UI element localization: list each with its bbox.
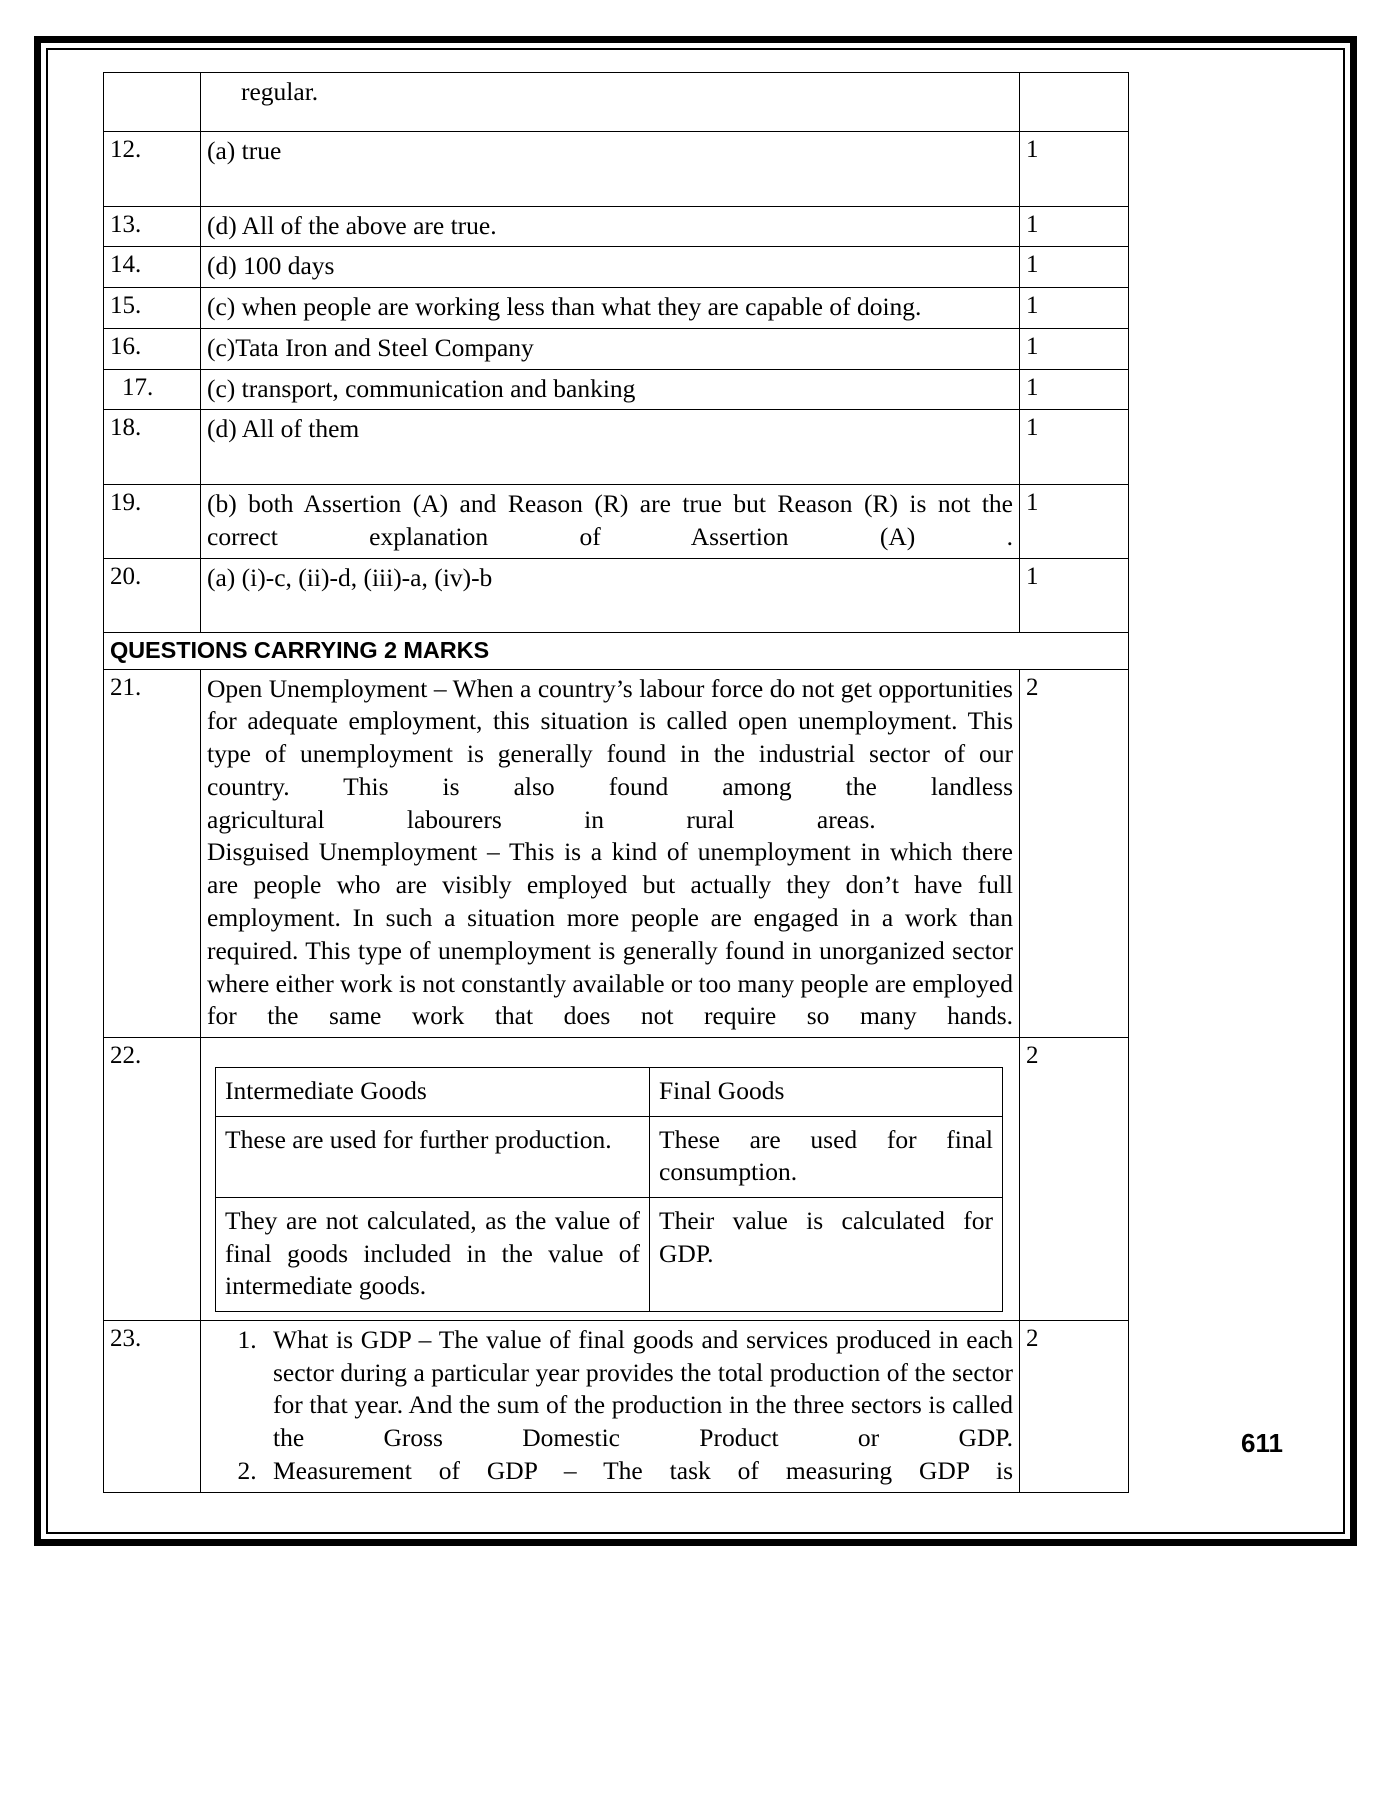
- marks-cell: 2: [1020, 1038, 1129, 1321]
- table-row: [104, 247, 1129, 288]
- answer-cell: [201, 73, 1020, 132]
- table-row: [104, 206, 1129, 247]
- question-number-cell: 23.: [104, 1320, 201, 1492]
- marks-cell: 2: [1020, 669, 1129, 1037]
- question-number-cell: 13.: [104, 206, 201, 247]
- answer-text: (a) (i)-c, (ii)-d, (iii)-a, (iv)-b: [207, 562, 493, 592]
- comparison-row: [216, 1117, 1003, 1198]
- marks-cell: 1: [1020, 369, 1129, 410]
- section-header-row: [104, 633, 1129, 669]
- marks-cell: 1: [1020, 485, 1129, 559]
- q23-item-text: 1. What is GDP – The value of final goods and services produced in each sector during a particular year provides the total production of the sector for that year. And the sum of the production in the three sectors is called the Gross Domestic Product or GDP.: [273, 1324, 1013, 1453]
- answer-text: (b) both Assertion (A) and Reason (R) are true but Reason (R) is not the correct explanation of Assertion (A) .: [207, 489, 1013, 551]
- page-number: 611: [1241, 1428, 1283, 1458]
- question-number-cell: 16.: [104, 328, 201, 369]
- question-number-cell: 19.: [104, 485, 201, 559]
- marks-cell: 1: [1020, 328, 1129, 369]
- answer-cell: [201, 1320, 1020, 1492]
- question-number-cell: 12.: [104, 131, 201, 206]
- list-item: [263, 1455, 1013, 1488]
- table-row: [104, 73, 1129, 132]
- table-row: [104, 288, 1129, 329]
- question-number-cell: 22.: [104, 1038, 201, 1321]
- marks-cell: 1: [1020, 558, 1129, 633]
- answer-cell: [201, 247, 1020, 288]
- answer-text: (d) All of the above are true.: [207, 210, 497, 240]
- answer-cell: [201, 328, 1020, 369]
- q21-paragraph-3: Disguised Unemployment – This is a kind of unemployment in which there are people who are visibly employed but actually they don’t have full employment. In such a situation more people are engaged in a work than required. This type of unemployment is generally found in unorganized sector where either work is not constantly available or too many people are employed for the same work that does not require so many hands.: [207, 837, 1013, 1031]
- comparison-cell: They are not calculated, as the value of final goods included in the value of intermediate goods.: [216, 1198, 650, 1311]
- marks-cell: 1: [1020, 288, 1129, 329]
- answer-text: (d) 100 days: [207, 251, 335, 281]
- answer-cell: [201, 288, 1020, 329]
- page-border-inner: [46, 48, 1345, 1534]
- table-row: [104, 669, 1129, 1037]
- answer-cell: [201, 1038, 1020, 1321]
- marks-cell: 2: [1020, 1320, 1129, 1492]
- answer-cell: [201, 206, 1020, 247]
- question-number-cell: 20.: [104, 558, 201, 633]
- q21-paragraph-1: Open Unemployment – When a country’s labour force do not get opportunities for adequate employment, this situation is called open unemployment. This type of unemployment is generally found in the industrial sector of our country. This is also found among the landless: [207, 673, 1013, 801]
- marks-cell: [1020, 73, 1129, 132]
- table-row: [104, 410, 1129, 485]
- question-number-cell: 18.: [104, 410, 201, 485]
- answer-cell: [201, 558, 1020, 633]
- answer-cell: [201, 131, 1020, 206]
- comparison-header-row: [216, 1068, 1003, 1117]
- question-number-cell: [104, 73, 201, 132]
- answer-key-table: [103, 72, 1129, 1493]
- answer-text: (d) All of them: [207, 414, 360, 444]
- q23-list: [203, 1324, 1013, 1488]
- comparison-header-intermediate-goods: Intermediate Goods: [216, 1068, 650, 1117]
- comparison-cell: These are used for final consumption.: [650, 1117, 1003, 1198]
- comparison-header-final-goods: Final Goods: [650, 1068, 1003, 1117]
- comparison-cell: Their value is calculated for GDP.: [650, 1198, 1003, 1311]
- answer-text: (c) when people are working less than what they are capable of doing.: [207, 292, 922, 322]
- table-row: [104, 369, 1129, 410]
- q21-paragraph-2: agricultural labourers in rural areas.: [207, 804, 876, 834]
- page-border-frame: [34, 36, 1357, 1546]
- table-row: [104, 1320, 1129, 1492]
- answer-cell: [201, 669, 1020, 1037]
- table-row: [104, 1038, 1129, 1321]
- table-row: [104, 558, 1129, 633]
- answer-text: (a) true: [207, 135, 282, 165]
- answer-text: (c) transport, communication and banking: [207, 373, 636, 403]
- question-number-cell: 14.: [104, 247, 201, 288]
- question-number-cell: 15.: [104, 288, 201, 329]
- question-number-cell: 21.: [104, 669, 201, 1037]
- list-item: [263, 1324, 1013, 1455]
- marks-cell: 1: [1020, 410, 1129, 485]
- marks-cell: 1: [1020, 131, 1129, 206]
- answer-text: regular.: [241, 77, 319, 106]
- comparison-row: [216, 1198, 1003, 1311]
- table-row: [104, 328, 1129, 369]
- answer-cell: [201, 369, 1020, 410]
- table-row: [104, 131, 1129, 206]
- section-header-label: QUESTIONS CARRYING 2 MARKS: [104, 633, 1129, 669]
- comparison-cell: These are used for further production.: [216, 1117, 650, 1198]
- comparison-table: [215, 1067, 1003, 1312]
- table-row: [104, 485, 1129, 559]
- marks-cell: 1: [1020, 206, 1129, 247]
- marks-cell: 1: [1020, 247, 1129, 288]
- page-content: [103, 72, 1128, 1493]
- answer-text: (c)Tata Iron and Steel Company: [207, 332, 534, 362]
- question-number-cell: 17.: [104, 369, 201, 410]
- answer-cell: [201, 485, 1020, 559]
- answer-cell: [201, 410, 1020, 485]
- q23-item-text: 2. Measurement of GDP – The task of measuring GDP is: [273, 1455, 1013, 1485]
